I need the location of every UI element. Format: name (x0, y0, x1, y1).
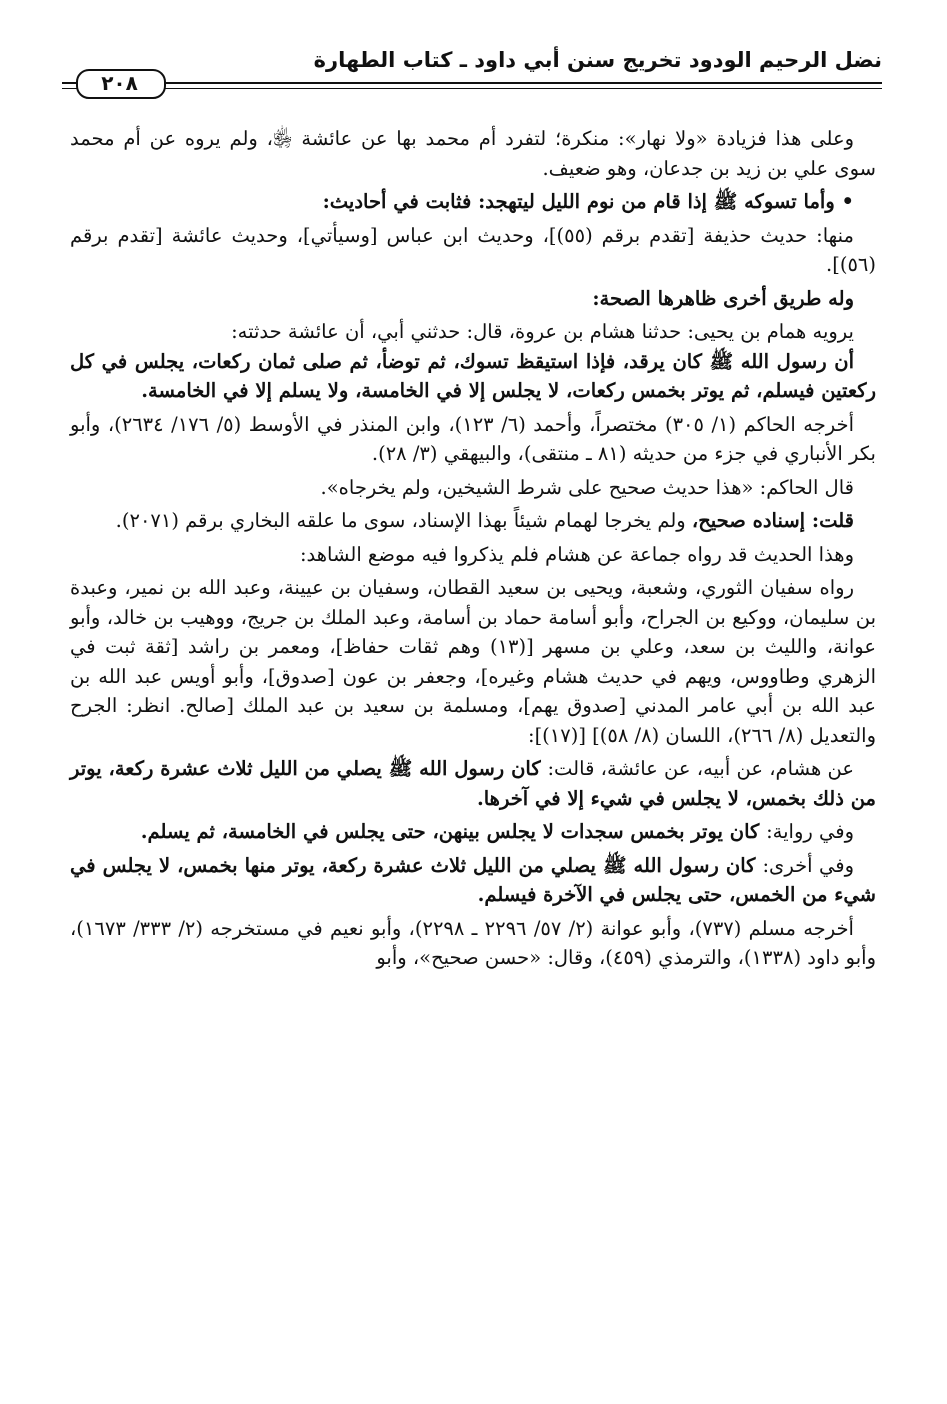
takhrij-paragraph: أخرجه الحاكم (١/ ٣٠٥) مختصراً، وأحمد (٦/ ١٢٣)، وابن المنذر في الأوسط (٥/ ١٧٦/ ٢٦٣٤)، وأبو بكر الأنباري في جزء من حديثه (٨١ ـ منتقى)، والبيهقي (٣/ ٢٨). (70, 412, 876, 465)
hadith-text: أن رسول الله ﷺ كان يرقد، فإذا استيقظ تسوك، ثم توضأ، ثم صلى ثمان ركعات، يجلس في كل ركعتين فيسلم، ثم يوتر بخمس ركعات، لا يجلس إلا في الخامسة، ولا يسلم إلا في الخامسة. (70, 349, 876, 402)
paragraph: منها: حديث حذيفة [تقدم برقم (٥٥)]، وحديث ابن عباس [وسيأتي]، وحديث عائشة [تقدم برقم (٥٦)]. (70, 223, 876, 276)
subheading: وله طريق أخرى ظاهرها الصحة: (592, 286, 854, 310)
hadith-text: كان رسول الله ﷺ يصلي من الليل ثلاث عشرة ركعة، يوتر من ذلك بخمس، لا يجلس في شيء إلا في آخرها. (70, 757, 876, 810)
paragraph-text: ولم يخرجا لهمام شيئاً بهذا الإسناد، سوى ما علقه البخاري برقم (٢٠٧١). (115, 509, 692, 532)
paragraph: وهذا الحديث قد رواه جماعة عن هشام فلم يذكروا فيه موضع الشاهد: (299, 542, 854, 566)
paragraph (70, 851, 876, 910)
hadith-text: كان يوتر بخمس سجدات لا يجلس بينهن، حتى يجلس في الخامسة، ثم يسلم. (140, 820, 767, 843)
page-number-badge (62, 68, 177, 98)
isnad-text: وفي أخرى: (762, 853, 854, 877)
section-heading: • وأما تسوكه ﷺ إذا قام من نوم الليل ليتهجد: فثابت في أحاديث: (322, 190, 854, 213)
paragraph (70, 754, 876, 813)
page-number: ٢٠٨ (101, 71, 138, 95)
isnad-text: يرويه همام بن يحيى: حدثنا هشام بن عروة، قال: حدثني أبي، أن عائشة حدثته: (231, 320, 854, 343)
paragraph (70, 317, 876, 406)
page-body (70, 124, 876, 977)
page-header (62, 44, 882, 102)
verdict-text: قلت: إسناده صحيح، (691, 509, 854, 532)
running-title: نضل الرحيم الودود تخريج سنن أبي داود ـ كتاب الطهارة (313, 48, 882, 72)
narrators-paragraph: رواه سفيان الثوري، وشعبة، ويحيى بن سعيد القطان، وسفيان بن عيينة، وعبد الله بن نمير، وعبدة بن سليمان، ووكيع بن الجراح، وأبو أسامة حماد بن أسامة، وعبد الملك بن جريج، ووهيب بن خالد، وأبو عوانة، والليث بن سعد، وعلي بن مسهر [(١٣) وهم ثقات حفاظ]، ومعمر بن راشد [ثقة ثبت في الزهري وطاووس، ويهم في حديث هشام وغيره]، وجعفر بن عون [صدوق]، وأبو أويس عبد الله بن عبد الله بن أبي عامر المدني [صدوق يهم]، ومسلمة بن سعيد بن عبد الملك [صالح. انظر: الجرح والتعديل (٨/ ٢٦٦)، اللسان (٨/ ٥٨)] [(١٧)]: (70, 576, 877, 747)
paragraph (70, 817, 876, 847)
hadith-text: كان رسول الله ﷺ يصلي من الليل ثلاث عشرة ركعة، يوتر منها بخمس، لا يجلس في شيء من الخمس، حتى يجلس في الآخرة فيسلم. (70, 853, 876, 906)
header-rule-bottom (62, 88, 882, 89)
isnad-text: وفي رواية: (766, 820, 854, 843)
isnad-text: عن هشام، عن أبيه، عن عائشة، قالت: (547, 757, 854, 780)
paragraph (70, 506, 876, 536)
takhrij-paragraph: أخرجه مسلم (٧٣٧)، وأبو عوانة (٢/ ٥٧/ ٢٢٩٦ ـ ٢٢٩٨)، وأبو نعيم في مستخرجه (٢/ ٣٣٣/ ١٦٧٣)، وأبو داود (١٣٣٨)، والترمذي (٤٥٩)، وقال: «حسن صحيح»، وأبو (70, 916, 876, 969)
paragraph: قال الحاكم: «هذا حديث صحيح على شرط الشيخين، ولم يخرجاه». (320, 475, 854, 499)
paragraph: وعلى هذا فزيادة «ولا نهار»: منكرة؛ لتفرد أم محمد بها عن عائشة ﵂، ولم يروه عن أم محمد سوى علي بن زيد بن جدعان، وهو ضعيف. (70, 127, 876, 180)
header-rule-top (62, 82, 882, 84)
